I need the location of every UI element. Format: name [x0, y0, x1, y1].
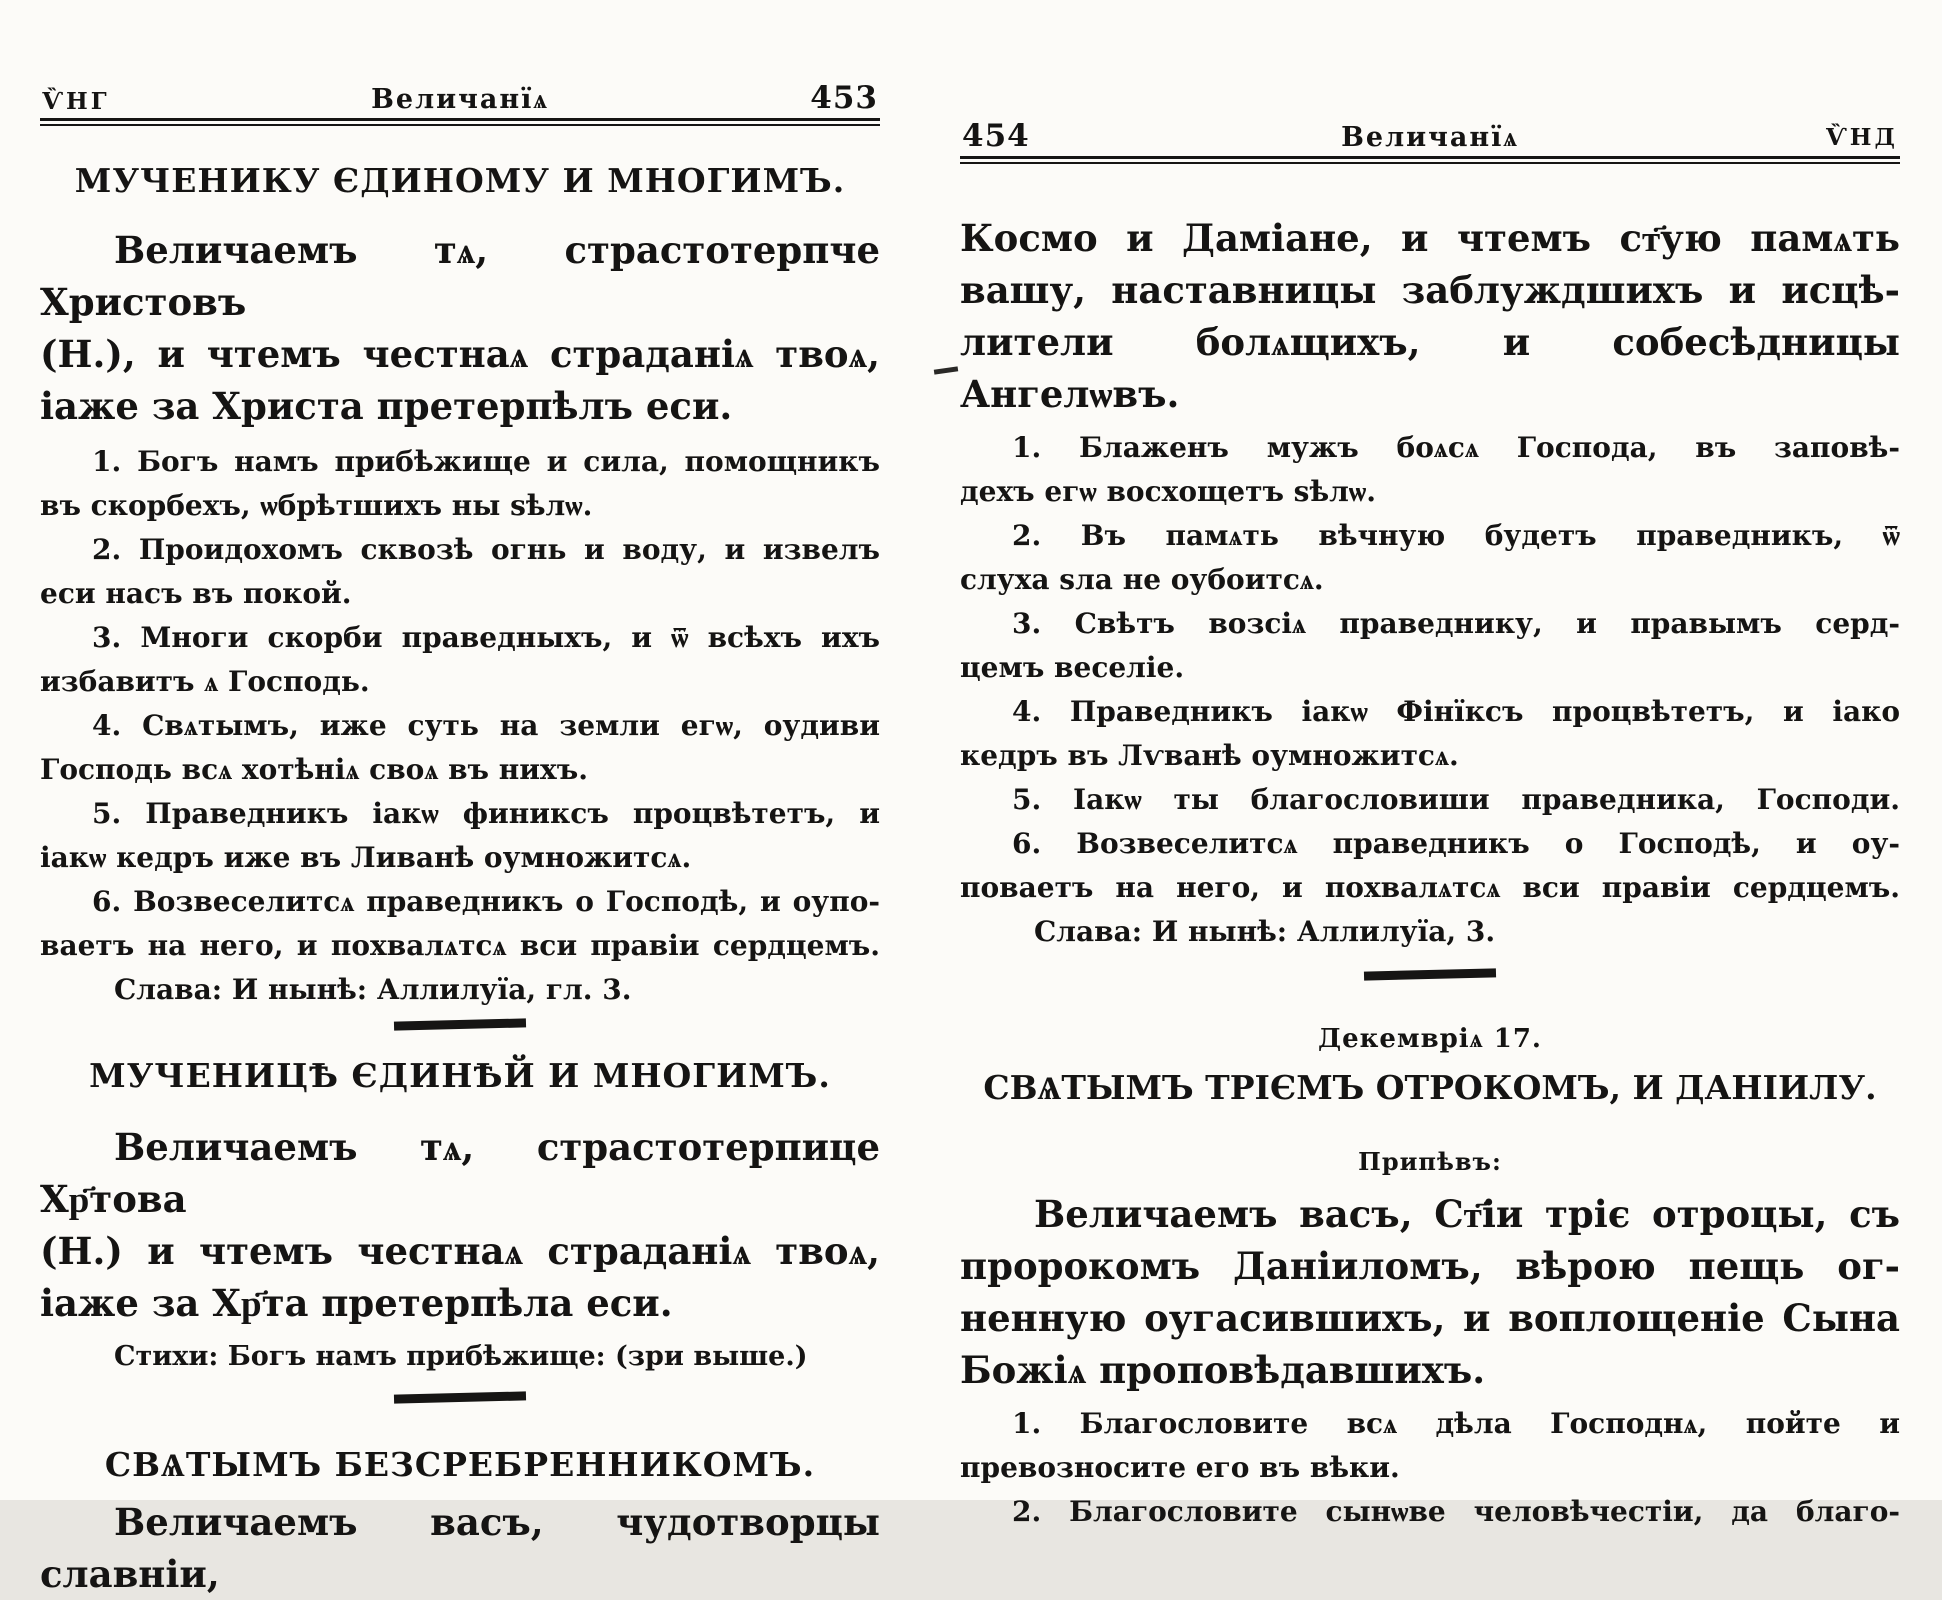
section-heading-three-youths: СВѦТЫМЪ ТРІЄМЪ ОТРОКОМЪ, И ДАНІИЛУ.	[983, 1068, 1877, 1107]
text-line: 2. Проидохомъ сквозѣ огнь и воду, и извелъ	[92, 533, 880, 566]
verse-block	[960, 778, 1900, 822]
magnification-paragraph	[40, 224, 880, 432]
text-line: 3. Многи скорби праведныхъ, и ѿ всѣхъ ихъ	[92, 621, 880, 654]
text-line: лители болѧщихъ, и собесѣдницы Ангелѡвъ.	[960, 320, 1900, 416]
gloria-line: Слава: И нынѣ: Аллилуїа, гл. 3.	[114, 973, 632, 1006]
verse-block	[960, 1490, 1900, 1534]
text-line: (Н.) и чтемъ честнаѧ страданіѧ твоѧ,	[40, 1229, 880, 1273]
text-line: 3. Свѣтъ возсіѧ праведнику, и правымъ серд-	[1012, 607, 1900, 640]
date-line: Декемвріѧ 17.	[1318, 1024, 1542, 1054]
text-line: Величаемъ васъ, Ст҃іи тріє отроцы, съ	[1034, 1192, 1900, 1236]
verse-block	[960, 822, 1900, 910]
text-line: 1. Блаженъ мужъ боѧсѧ Господа, въ заповѣ-	[1012, 431, 1900, 464]
text-line: Космо и Даміане, и чтемъ ст҃ую памѧть	[960, 216, 1900, 260]
stih-line: Стихи: Богъ намъ прибѣжище: (зри выше.)	[114, 1341, 808, 1372]
verse-block	[960, 426, 1900, 514]
verse-block	[960, 1402, 1900, 1490]
text-line: 2. Въ памѧть вѣчную будетъ праведникъ, ѿ	[1012, 519, 1900, 552]
text-line: 2. Благословите сынѡве человѣчестіи, да благо-	[1012, 1495, 1900, 1528]
text-line: цемъ веселіе.	[960, 651, 1185, 684]
page-left-content	[40, 0, 880, 1600]
verse-block	[960, 602, 1900, 690]
text-line: Божіѧ проповѣдавшихъ.	[960, 1348, 1486, 1392]
verse-block	[40, 616, 880, 704]
page-453	[40, 0, 880, 1600]
folio-slavonic-left: ѶНГ	[42, 88, 110, 115]
verse-block	[40, 880, 880, 968]
text-line: еси насъ въ покой.	[40, 577, 352, 610]
text-line: превозносите его въ вѣки.	[960, 1451, 1400, 1484]
text-line: 1. Богъ намъ прибѣжище и сила, помощникъ	[92, 445, 880, 478]
verse-block	[40, 528, 880, 616]
folio-slavonic-right: ѶНД	[1825, 124, 1898, 151]
text-line: избавитъ ѧ Господь.	[40, 665, 370, 698]
text-line: кедръ въ Лѵванѣ оумножитсѧ.	[960, 739, 1459, 772]
section-heading-martyr: МУЧЕНИКУ ЄДИНОМУ И МНОГИМЪ.	[74, 161, 846, 200]
verse-block	[40, 704, 880, 792]
text-line: дехъ егѡ восхощетъ ѕѣлѡ.	[960, 475, 1376, 508]
text-line: Величаемъ тѧ, страстотерпче Христовъ	[40, 228, 880, 324]
text-line: Величаемъ тѧ, страстотерпице Хр҃това	[40, 1125, 880, 1221]
margin-mark	[934, 366, 958, 374]
refrain-label: Припѣвъ:	[1358, 1147, 1502, 1176]
page-number-left: 453	[810, 80, 878, 116]
text-line: ваетъ на него, и похвалѧтсѧ вси правіи сердцемъ.	[40, 929, 880, 962]
text-line: ненную оугасившихъ, и воплощеніе Сына	[960, 1296, 1900, 1340]
section-heading-martyress: МУЧЕНИЦѢ ЄДИНѢЙ И МНОГИМЪ.	[89, 1056, 831, 1095]
text-line: іаже за Христа претерпѣлъ еси.	[40, 384, 733, 428]
text-line: поваетъ на него, и похвалѧтсѧ вси правіи сердцемъ.	[960, 871, 1900, 904]
verse-block	[960, 690, 1900, 778]
verse-block	[40, 440, 880, 528]
text-line: іакѡ кедръ иже въ Ливанѣ оумножитсѧ.	[40, 841, 692, 874]
section-heading-unmercenaries: СВѦТЫМЪ БЕЗСРЕБРЕННИКОМЪ.	[104, 1445, 816, 1484]
page-number-right: 454	[962, 118, 1030, 154]
text-line: 5. Іакѡ ты благословиши праведника, Господи.	[1012, 783, 1900, 816]
text-line: въ скорбехъ, ѡбрѣтшихъ ны ѕѣлѡ.	[40, 489, 593, 522]
text-line: вашу, наставницы заблуждшихъ и исцѣ-	[960, 268, 1900, 312]
verse-block	[960, 514, 1900, 602]
text-line: Величаемъ васъ, чудотворцы славніи,	[40, 1500, 880, 1596]
text-line: 5. Праведникъ іакѡ финиксъ процвѣтетъ, и	[92, 797, 880, 830]
text-line: 1. Благословите всѧ дѣла Господнѧ, пойте и	[1012, 1407, 1900, 1440]
text-line: пророкомъ Даніиломъ, вѣрою пещь ог-	[960, 1244, 1900, 1288]
page-454	[960, 0, 1900, 1534]
running-title-right: Величанїѧ	[1341, 122, 1519, 153]
running-title-left: Величанїѧ	[371, 84, 549, 115]
text-line: Господь всѧ хотѣніѧ своѧ въ нихъ.	[40, 753, 588, 786]
text-line: 4. Праведникъ іакѡ Фінїксъ процвѣтетъ, и іако	[1012, 695, 1900, 728]
magnification-paragraph	[40, 1121, 880, 1329]
section-divider	[394, 1018, 526, 1030]
text-line: (Н.), и чтемъ честнаѧ страданіѧ твоѧ,	[40, 332, 880, 376]
magnification-paragraph	[960, 1188, 1900, 1396]
gloria-line: Слава: И нынѣ: Аллилуїа, 3.	[1034, 915, 1496, 948]
section-divider	[394, 1391, 526, 1403]
text-line: 6. Возвеселитсѧ праведникъ о Господѣ, и оупо-	[92, 885, 880, 918]
text-line: 6. Возвеселитсѧ праведникъ о Господѣ, и оу-	[1012, 827, 1900, 860]
verse-block	[40, 792, 880, 880]
magnification-paragraph	[40, 1496, 880, 1600]
magnification-paragraph-continued	[960, 212, 1900, 420]
text-line: 4. Свѧтымъ, иже суть на земли егѡ, оудиви	[92, 709, 880, 742]
text-line: слуха ѕла не оубоитсѧ.	[960, 563, 1324, 596]
section-divider	[1364, 968, 1496, 980]
page-right-content	[960, 0, 1900, 1534]
text-line: іаже за Хр҃та претерпѣла еси.	[40, 1281, 673, 1325]
